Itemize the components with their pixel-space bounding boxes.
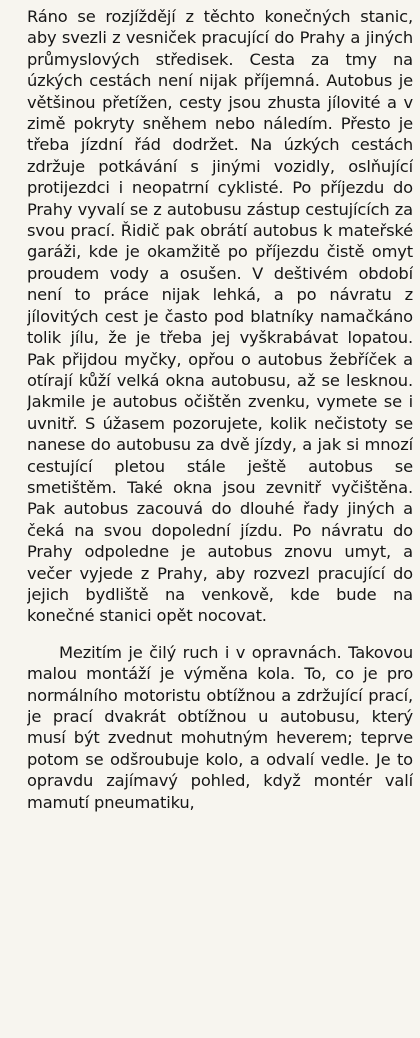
paragraph-morning-routes: Ráno se rozjíždějí z těchto konečných stanic, aby svezli z vesniček pracující do Prahy a jiných průmyslových středisek. Cesta za tmy na úzkých cestách není nijak příjemná. Autobus je většinou přetížen, cesty jsou zhusta jílovité a v zimě pokryty sněhem nebo náledím. Přesto je třeba jízdní řád dodržet. Na úzkých cestách zdržuje potkávání s jinými vozidly, oslňující protijezdci i neopatrní cyklisté. Po příjezdu do Prahy vyvalí se z autobusu zástup cestujících za svou prací. Řidič pak obrátí autobus k mateřské garáži, kde je okamžitě po příjezdu čistě omyt proudem vody a osušen. V deštivém období není to práce nijak lehká, a po návratu z jílovitých cest je často pod blatníky namačkáno tolik jílu, že je třeba jej vyškrabávat lopatou. Pak přijdou myčky, opřou o autobus žebříček a otírají kůží velká okna autobusu, až se lesknou. Jakmile je autobus očištěn zvenku, vymete se i uvnitř. S úžasem pozorujete, kolik nečistoty se nanese do autobusu za dvě jízdy, a jak si mnozí cestující pletou stále ještě autobus se smetištěm. Také okna jsou zevnitř vyčištěna. Pak autobus zacouvá do dlouhé řady jiných a čeká na svou dopolední jízdu. Po návratu do Prahy odpoledne je autobus znovu umyt, a večer vyjede z Prahy, aby rozvezl pracující do jejich bydliště na venkově, kde bude na konečné stanici opět nocovat. — [27, 7, 413, 626]
paragraph-repair-shops: Mezitím je čilý ruch i v opravnách. Takovou malou montáží je výměna kola. To, co je pro normálního motoristu obtížnou a zdržující prací, je prací dvakrát obtížnou u autobusu, který musí být zvednut mohutným heverem; teprve potom se odšroubuje kolo, a odvalí vedle. Je to opravdu zajímavý pohled, když montér valí mamutí pneumatiku, — [27, 642, 413, 812]
article-column — [27, 6, 413, 1034]
